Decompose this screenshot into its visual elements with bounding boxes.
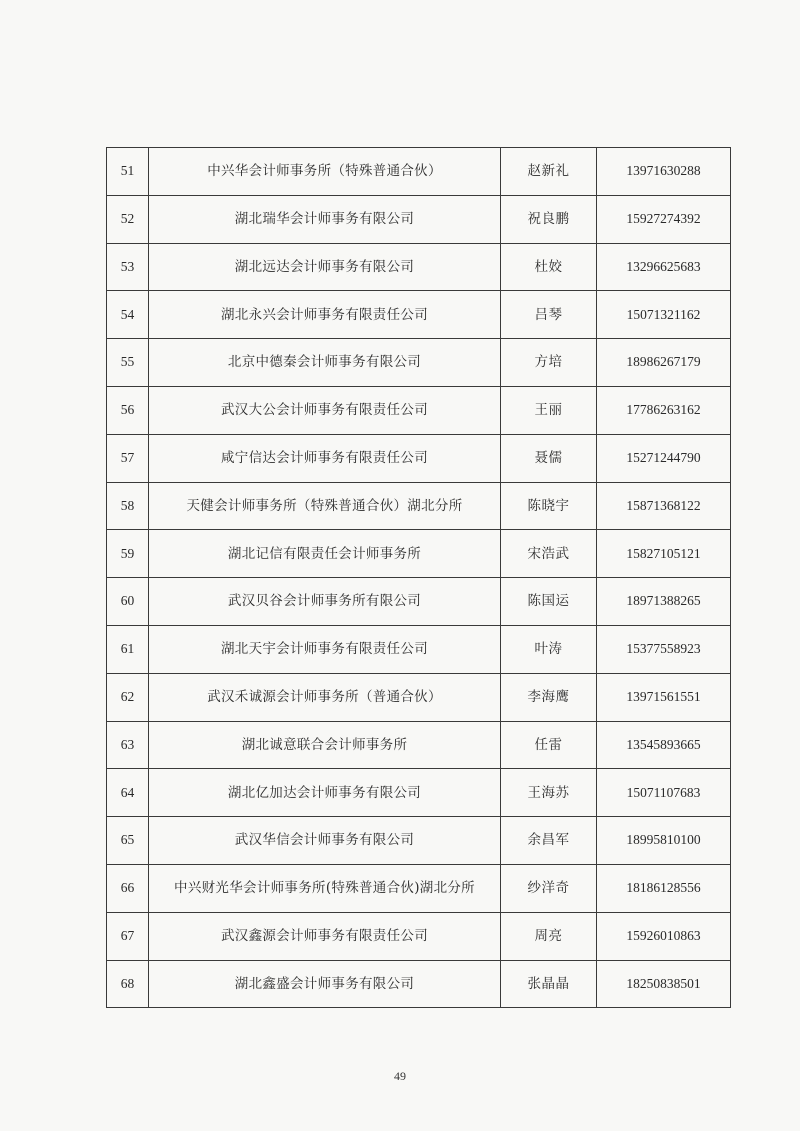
row-number: 54 (107, 291, 149, 339)
phone-number: 13971561551 (597, 673, 731, 721)
firm-name: 湖北天宇会计师事务有限责任公司 (149, 625, 501, 673)
phone-number: 15377558923 (597, 625, 731, 673)
firm-name: 湖北瑞华会计师事务有限公司 (149, 195, 501, 243)
contact-name: 宋浩武 (501, 530, 597, 578)
firm-name: 湖北远达会计师事务有限公司 (149, 243, 501, 291)
firm-name: 武汉禾诚源会计师事务所（普通合伙） (149, 673, 501, 721)
firm-name: 武汉大公会计师事务有限责任公司 (149, 386, 501, 434)
phone-number: 18250838501 (597, 960, 731, 1008)
table-row (107, 960, 731, 1008)
table-body (107, 148, 731, 1008)
contact-name: 王丽 (501, 386, 597, 434)
firm-name: 湖北鑫盛会计师事务有限公司 (149, 960, 501, 1008)
table-row (107, 482, 731, 530)
firm-name: 武汉贝谷会计师事务所有限公司 (149, 578, 501, 626)
contact-name: 叶涛 (501, 625, 597, 673)
row-number: 62 (107, 673, 149, 721)
table-row (107, 912, 731, 960)
phone-number: 15071107683 (597, 769, 731, 817)
row-number: 65 (107, 817, 149, 865)
row-number: 55 (107, 339, 149, 387)
row-number: 66 (107, 864, 149, 912)
phone-number: 15071321162 (597, 291, 731, 339)
contact-name: 周亮 (501, 912, 597, 960)
accounting-firm-table (106, 147, 731, 1008)
contact-name: 聂儒 (501, 434, 597, 482)
contact-name: 祝良鹏 (501, 195, 597, 243)
row-number: 64 (107, 769, 149, 817)
phone-number: 13296625683 (597, 243, 731, 291)
row-number: 60 (107, 578, 149, 626)
row-number: 56 (107, 386, 149, 434)
contact-name: 陈国运 (501, 578, 597, 626)
phone-number: 18186128556 (597, 864, 731, 912)
firm-name: 天健会计师事务所（特殊普通合伙）湖北分所 (149, 482, 501, 530)
table-row (107, 195, 731, 243)
phone-number: 13971630288 (597, 148, 731, 196)
contact-name: 任雷 (501, 721, 597, 769)
phone-number: 15271244790 (597, 434, 731, 482)
phone-number: 18995810100 (597, 817, 731, 865)
table-row (107, 148, 731, 196)
firm-name: 湖北记信有限责任会计师事务所 (149, 530, 501, 578)
contact-name: 赵新礼 (501, 148, 597, 196)
contact-name: 王海苏 (501, 769, 597, 817)
phone-number: 18986267179 (597, 339, 731, 387)
table-row (107, 339, 731, 387)
table-row (107, 817, 731, 865)
row-number: 53 (107, 243, 149, 291)
table-row (107, 386, 731, 434)
firm-name: 中兴财光华会计师事务所(特殊普通合伙)湖北分所 (149, 864, 501, 912)
row-number: 52 (107, 195, 149, 243)
contact-name: 吕琴 (501, 291, 597, 339)
table-row (107, 530, 731, 578)
firm-name: 湖北诚意联合会计师事务所 (149, 721, 501, 769)
table-row (107, 673, 731, 721)
firm-name: 武汉华信会计师事务有限公司 (149, 817, 501, 865)
firm-name: 武汉鑫源会计师事务有限责任公司 (149, 912, 501, 960)
row-number: 58 (107, 482, 149, 530)
firm-name: 湖北亿加达会计师事务有限公司 (149, 769, 501, 817)
table-row (107, 864, 731, 912)
table-row (107, 291, 731, 339)
row-number: 59 (107, 530, 149, 578)
phone-number: 15827105121 (597, 530, 731, 578)
firm-name: 咸宁信达会计师事务有限责任公司 (149, 434, 501, 482)
phone-number: 15927274392 (597, 195, 731, 243)
table-row (107, 769, 731, 817)
contact-name: 陈晓宇 (501, 482, 597, 530)
row-number: 63 (107, 721, 149, 769)
phone-number: 13545893665 (597, 721, 731, 769)
page-number: 49 (394, 1069, 406, 1083)
row-number: 51 (107, 148, 149, 196)
row-number: 67 (107, 912, 149, 960)
phone-number: 17786263162 (597, 386, 731, 434)
table-row (107, 434, 731, 482)
table-row (107, 243, 731, 291)
contact-name: 余昌军 (501, 817, 597, 865)
row-number: 61 (107, 625, 149, 673)
firm-name: 中兴华会计师事务所（特殊普通合伙） (149, 148, 501, 196)
table-row (107, 625, 731, 673)
table-row (107, 721, 731, 769)
phone-number: 18971388265 (597, 578, 731, 626)
contact-name: 杜姣 (501, 243, 597, 291)
phone-number: 15926010863 (597, 912, 731, 960)
contact-name: 李海鹰 (501, 673, 597, 721)
row-number: 68 (107, 960, 149, 1008)
table-row (107, 578, 731, 626)
phone-number: 15871368122 (597, 482, 731, 530)
row-number: 57 (107, 434, 149, 482)
firm-name: 湖北永兴会计师事务有限责任公司 (149, 291, 501, 339)
firm-name: 北京中德秦会计师事务有限公司 (149, 339, 501, 387)
contact-name: 方培 (501, 339, 597, 387)
contact-name: 张晶晶 (501, 960, 597, 1008)
contact-name: 纱洋奇 (501, 864, 597, 912)
